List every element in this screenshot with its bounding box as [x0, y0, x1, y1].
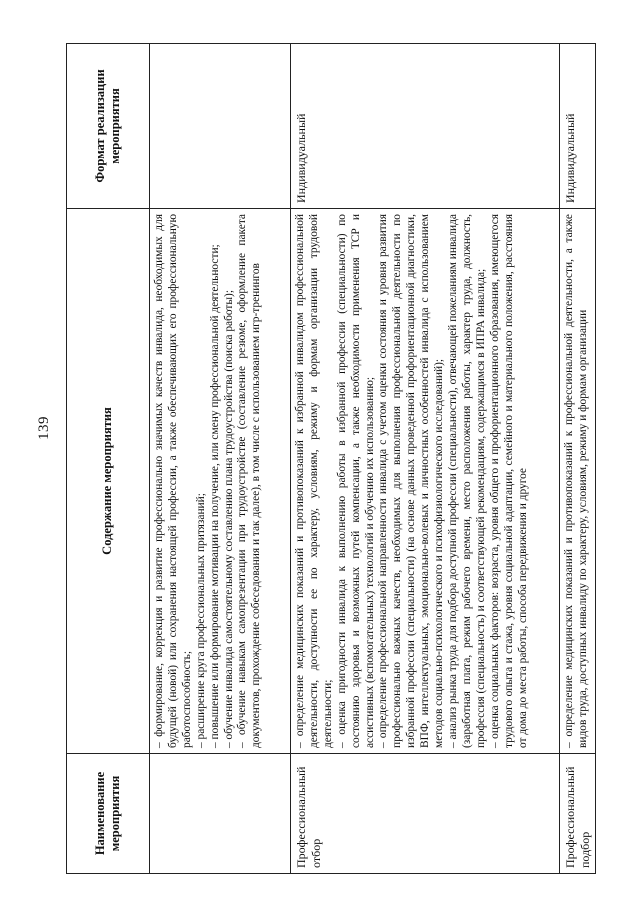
list-item: – анализ рынка труда для подбора доступной профессии (специальности), отвечающей пожеланиям инвалида (заработная плата, режим рабочего времени, место расположения работы, характер труда, должность, профессия (специальность) и соответствующей рекомендациям, содержащимся в ИПРА инвалида; — [446, 214, 487, 748]
page-number: 139 — [36, 416, 52, 440]
list-item: – оценка пригодности инвалида к выполнению работы в избранной профессии (специальности) по состоянию здоровья и возможных путей компенсации, а также необходимости применения ТСР и ассистивных (вспомогательных) технологий и обучению их использованию; — [335, 214, 376, 748]
table-row — [291, 44, 560, 874]
row-name: Профессиональный отбор — [291, 754, 560, 874]
row-format: Индивидуальный — [560, 44, 596, 209]
row-format: Индивидуальный — [291, 44, 560, 209]
list-item: – формирование, коррекция и развитие профессионально значимых качеств инвалида, необходимых для будущей (новой) или сохранения настоящей профессии, а также обеспечивающих его профессиональную работоспособность; — [153, 214, 193, 748]
row-name: Профессиональный подбор — [560, 754, 596, 874]
list-item: – определение медицинских показаний и противопоказаний к профессиональной деятельности, а также видов труда, доступных инвалиду по характеру, условиям, режиму и формам организации — [563, 214, 589, 748]
list-item: – расширение круга профессиональных притязаний; — [194, 493, 207, 748]
measures-table — [66, 43, 596, 874]
list-item: – оценка социальных факторов: возраста, уровня общего и профориентационного образования, имеющегося трудового опыта и стажа, уровня социальной адаптации, семейного и материального положения, расстояния от дома до места работы, способа передвижения и другое — [488, 214, 529, 748]
rotated-table-container — [66, 44, 592, 874]
header-name: Наименование мероприятия — [67, 754, 150, 874]
row-name — [150, 754, 291, 874]
list-item: – обучение инвалида самостоятельному составлению плана трудоустройства (поиска работы); — [222, 289, 235, 748]
table-header-row — [67, 44, 150, 874]
table-row — [560, 44, 596, 874]
row-content — [150, 209, 291, 754]
list-item: – обучение навыкам самопрезентации при трудоустройстве (составление резюме, оформление пакета документов, прохождение собеседования и так далее), в том числе с использованием игр-тренингов — [236, 214, 263, 748]
row-content — [560, 209, 596, 754]
row-content — [291, 209, 560, 754]
list-item: – повышение или формирование мотивации на получение, или смену профессиональной деятельности; — [208, 244, 221, 748]
table-row — [150, 44, 291, 874]
row-format — [150, 44, 291, 209]
header-content: Содержание мероприятия — [67, 209, 150, 754]
list-item: – определение профессиональной направленности инвалида с учетом оценки состояния и уровня развития профессионально важных качеств, необходимых для выполнения профессиональной деятельности по избранной профессии (специальности) (на основе данных проведенной профориентационной диагностики, ВПФ, интеллектуальных, эмоционально-волевых и личностных особенностей инвалида с использованием методов социально-психологического и психофизиологического исследований); — [377, 214, 446, 748]
list-item: – определение медицинских показаний и противопоказаний к избранной инвалидом профессиональной деятельности, доступности ее по характеру, условиям, режиму и формам организации трудовой деятельности; — [294, 214, 334, 748]
header-format: Формат реализации мероприятия — [67, 44, 150, 209]
